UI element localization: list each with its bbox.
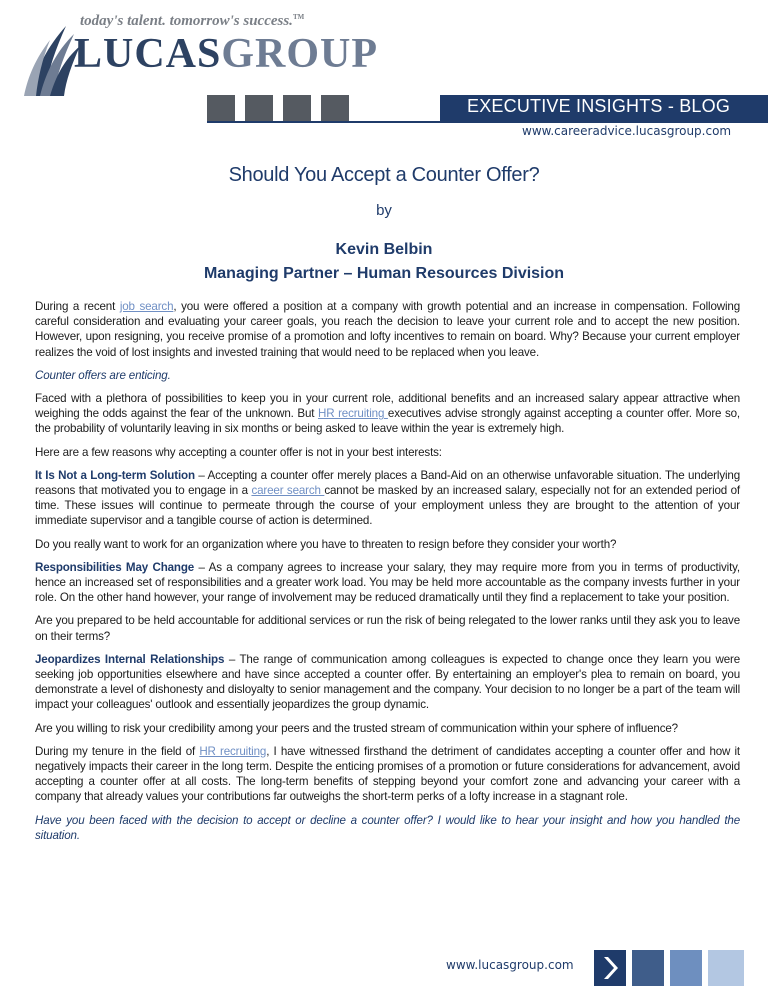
logo-tagline: today's talent. tomorrow's success.™ — [80, 13, 305, 29]
footer-block — [708, 950, 744, 986]
logo-wordmark: LUCASGROUP — [74, 31, 379, 77]
paragraph: Are you willing to risk your credibility among your peers and the trusted stream of communication within your sphere of influence? — [35, 721, 678, 735]
paragraph: Are you prepared to be held accountable for additional services or run the risk of being relegated to the lower ranks until they ask you to leave on their terms? — [35, 614, 740, 643]
footer-url-link[interactable]: www.lucasgroup.com — [446, 958, 574, 972]
paragraph: Counter offers are enticing. — [35, 368, 171, 382]
author-role: Managing Partner – Human Resources Division — [203, 265, 565, 282]
article-title: Should You Accept a Counter Offer? — [228, 164, 540, 186]
section-heading: Responsibilities May Change — [35, 560, 195, 574]
banner-block — [207, 95, 235, 121]
hr-recruiting-link[interactable]: HR recruiting — [199, 744, 267, 758]
paragraph: It Is Not a Long-term Solution – Accepting a counter offer merely places a Band-Aid on an otherwise unfavorable situation. The underlying reasons that motivated you to engage in a career search cannot be masked by an increased salary, especially not for an extended period of time. These issues will continue to permeate through the course of your employment unless they are brought to the attention of your immediate supervisor and a tangible course of action is determined. — [35, 468, 740, 528]
lucas-group-logo — [22, 12, 379, 102]
banner-title: EXECUTIVE INSIGHTS - BLOG — [467, 96, 731, 116]
closing-question: Have you been faced with the decision to accept or decline a counter offer? I would like to hear your insight and how you handled the situation. — [35, 813, 740, 842]
hr-recruiting-link[interactable]: HR recruiting — [317, 407, 388, 421]
paragraph: During a recent job search, you were offered a position at a company with growth potential and an increase in compensation. Following careful consideration and evaluating your career goals, you reach the decision to leave your current role and to accept the new position. However, upon resigning, you receive promise of a promotion and lofty incentives to remain on board. Why? Because your current employer realizes the void of lost insights and invested training that would need to be replaced when you leave. — [35, 300, 740, 359]
section-heading: Jeopardizes Internal Relationships — [35, 652, 225, 666]
job-search-link[interactable]: job search — [119, 300, 174, 313]
paragraph: Here are a few reasons why accepting a counter offer is not in your best interests: — [35, 445, 442, 459]
paragraph: Jeopardizes Internal Relationships – The range of communication among colleagues is expected to change once they learn you were seeking job opportunities elsewhere and have since accepted a counter offer. By entertaining an employer's plea to remain on board, you demonstrate a level of dishonesty and disloyalty to senior management and the company. Your decision to no longer be a part of the team will impact your colleagues' outlook and essentially jeopardizes the group dynamic. — [35, 652, 741, 712]
paragraph: Faced with a plethora of possibilities to keep you in your current role, additional benefits and an increased salary appear attractive when weighing the odds against the fear of the unknown. But HR recruiting executives advise strongly against accepting a counter offer. More so, the probability of voluntarily leaving in six months or being asked to leave within the year is extremely high. — [35, 392, 740, 436]
chevron-right-icon — [594, 950, 626, 986]
paragraph: Do you really want to work for an organization where you have to threaten to resign before they consider your worth? — [35, 537, 617, 551]
paragraph: During my tenure in the field of HR recruiting, I have witnessed firsthand the detriment of candidates accepting a counter offer and how it negatively impacts their career in the long term. Despite the enticing promises of a promotion or future considerations for advancement, avoid accepting a counter offer at all costs. The long-term benefits of stepping beyond your comfort zone and advancing your career with a company that already values your contributions far outweighs the short-term perks of a lofty increase in a stagnant role. — [35, 744, 741, 804]
banner-block — [283, 95, 311, 121]
byline: by — [376, 202, 392, 219]
banner-decoration — [207, 95, 349, 121]
article-body — [35, 299, 740, 851]
paragraph: Responsibilities May Change – As a company agrees to increase your salary, they may require more from you in terms of productivity, hence an increased set of responsibilities and a greater work load. You may be held more accountable as the company invests further in your role. On the other hand however, your range of involvement may be reduced dramatically until they find a replacement to take your position. — [35, 560, 740, 605]
banner-block — [245, 95, 273, 121]
banner-block — [321, 95, 349, 121]
banner-rule — [207, 121, 768, 123]
career-search-link[interactable]: career search — [251, 484, 325, 498]
footer-block — [670, 950, 702, 986]
section-heading: It Is Not a Long-term Solution — [35, 468, 195, 482]
author-name: Kevin Belbin — [335, 241, 433, 258]
next-page-button[interactable] — [594, 950, 626, 986]
footer-block — [632, 950, 664, 986]
blog-url-link[interactable]: www.careeradvice.lucasgroup.com — [522, 124, 732, 138]
